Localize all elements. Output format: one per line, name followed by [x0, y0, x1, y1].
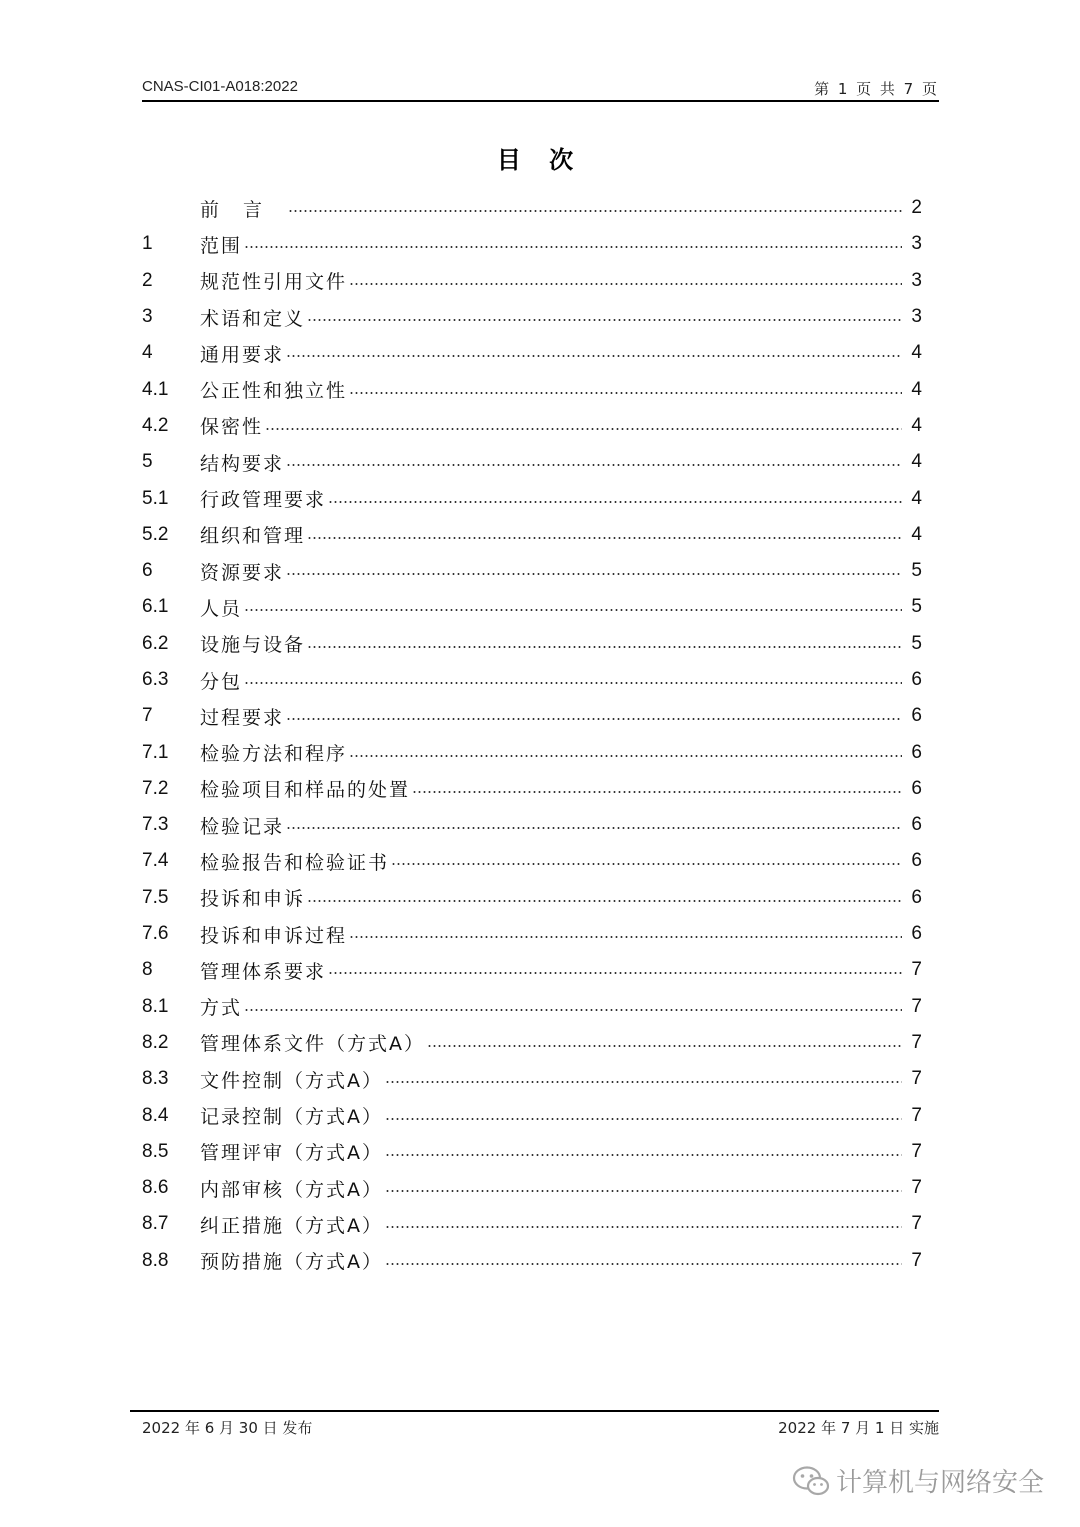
toc-entry-label: 检验项目和样品的处置 [200, 779, 411, 802]
toc-entry[interactable] [142, 190, 922, 226]
toc-entry-label: 文件控制（方式A） [200, 1069, 383, 1092]
toc-entry-number: 8.4 [142, 1104, 169, 1126]
toc-entry-number: 6.3 [142, 669, 169, 690]
toc-leader-dots [427, 1045, 902, 1047]
page-info: 第 1 页 共 7 页 [814, 80, 939, 98]
toc-leader-dots [307, 537, 902, 539]
watermark [792, 1462, 1044, 1499]
toc-entry-page: 7 [911, 1140, 922, 1162]
toc-leader-dots [328, 972, 902, 974]
toc-leader-dots [286, 355, 902, 357]
toc-entry-number: 8.6 [142, 1177, 169, 1199]
toc-leader-dots [349, 936, 902, 938]
toc-entry-page: 2 [911, 197, 922, 219]
toc-entry-label: 检验记录 [200, 815, 285, 838]
toc-entry[interactable] [142, 698, 922, 734]
toc-entry-page: 6 [911, 850, 922, 872]
toc-leader-dots [244, 682, 902, 684]
toc-entry[interactable] [142, 517, 922, 553]
toc-entry-page: 6 [911, 669, 922, 690]
toc-entry-label: 投诉和申诉 [200, 888, 306, 911]
toc-entry-number: 3 [142, 306, 153, 328]
toc-entry-label: 检验方法和程序 [200, 743, 348, 766]
toc-leader-dots [385, 1190, 902, 1192]
toc-entry-label: 设施与设备 [200, 634, 306, 657]
document-code: CNAS-CI01-A018:2022 [142, 78, 298, 95]
toc-entry-number: 7.4 [142, 850, 169, 872]
toc-entry-number: 7.3 [142, 814, 169, 836]
toc-entry-number: 8.2 [142, 1031, 169, 1053]
toc-entry-number: 8.5 [142, 1140, 169, 1162]
toc-leader-dots [385, 1263, 902, 1265]
toc-entry[interactable] [142, 916, 922, 952]
toc-entry-page: 3 [911, 233, 922, 255]
toc-entry[interactable] [142, 263, 922, 299]
toc-entry-page: 4 [911, 487, 922, 509]
toc-entry[interactable] [142, 480, 922, 516]
toc-entry-label: 方式 [200, 997, 243, 1020]
toc-entry-number: 7.6 [142, 923, 169, 945]
toc-entry-number: 8.7 [142, 1213, 169, 1235]
toc-entry-page: 6 [911, 814, 922, 836]
table-of-contents [142, 190, 922, 1279]
toc-entry-label: 组织和管理 [200, 525, 306, 548]
toc-leader-dots [286, 573, 902, 575]
toc-leader-dots [307, 319, 902, 321]
toc-entry-label: 行政管理要求 [200, 489, 327, 512]
toc-leader-dots [391, 863, 902, 865]
toc-entry[interactable] [142, 952, 922, 988]
toc-leader-dots [286, 827, 902, 829]
toc-leader-dots [244, 1009, 902, 1011]
toc-entry-label: 前言 [200, 198, 287, 221]
toc-leader-dots [385, 1118, 902, 1120]
toc-entry-page: 7 [911, 1249, 922, 1271]
toc-entry-label: 过程要求 [200, 706, 285, 729]
toc-entry[interactable] [142, 880, 922, 916]
toc-entry-page: 7 [911, 1213, 922, 1235]
toc-entry-page: 6 [911, 705, 922, 727]
toc-entry-page: 5 [911, 632, 922, 654]
toc-entry-label: 预防措施（方式A） [200, 1251, 383, 1274]
toc-leader-dots [328, 501, 902, 503]
toc-entry-label: 范围 [200, 234, 243, 257]
footer-divider [130, 1410, 939, 1412]
toc-entry-label: 内部审核（方式A） [200, 1178, 383, 1201]
toc-entry[interactable] [142, 335, 922, 371]
toc-entry-number: 1 [142, 233, 153, 255]
toc-entry-number: 4 [142, 342, 153, 364]
toc-leader-dots [286, 464, 902, 466]
toc-entry[interactable] [142, 1170, 922, 1206]
toc-leader-dots [349, 392, 902, 394]
toc-leader-dots [286, 718, 902, 720]
watermark-text: 计算机与网络安全 [835, 1468, 1044, 1498]
toc-entry[interactable] [142, 843, 922, 879]
toc-entry[interactable] [142, 734, 922, 770]
toc-entry-label: 检验报告和检验证书 [200, 851, 390, 874]
toc-entry-label: 记录控制（方式A） [200, 1106, 383, 1129]
toc-entry[interactable] [142, 371, 922, 407]
header-divider [142, 100, 939, 102]
toc-entry-label: 人员 [200, 597, 243, 620]
toc-entry-number: 2 [142, 269, 153, 291]
toc-entry-page: 4 [911, 342, 922, 364]
toc-leader-dots [307, 900, 902, 902]
toc-entry-page: 7 [911, 1104, 922, 1126]
implement-date: 2022 年 7 月 1 日 实施 [778, 1419, 939, 1437]
toc-leader-dots [349, 283, 902, 285]
toc-leader-dots [385, 1154, 902, 1156]
toc-entry-page: 6 [911, 741, 922, 763]
toc-entry-page: 5 [911, 560, 922, 582]
toc-leader-dots [385, 1081, 902, 1083]
toc-entry-label: 术语和定义 [200, 307, 306, 330]
toc-entry-label: 通用要求 [200, 343, 285, 366]
toc-entry-page: 7 [911, 1031, 922, 1053]
toc-entry-label: 保密性 [200, 416, 264, 439]
toc-entry-number: 5.1 [142, 487, 169, 509]
toc-entry[interactable] [142, 1134, 922, 1170]
toc-entry[interactable] [142, 1097, 922, 1133]
toc-title: 目 次 [496, 146, 584, 174]
toc-entry-number: 8.3 [142, 1068, 169, 1090]
toc-entry-number: 8.1 [142, 995, 169, 1017]
toc-entry[interactable] [142, 1206, 922, 1242]
toc-entry[interactable] [142, 771, 922, 807]
toc-entry-number: 6 [142, 560, 153, 582]
toc-entry-label: 投诉和申诉过程 [200, 924, 348, 947]
toc-entry[interactable] [142, 989, 922, 1025]
toc-entry-label: 结构要求 [200, 452, 285, 475]
toc-entry-label: 纠正措施（方式A） [200, 1214, 383, 1237]
toc-entry-number: 4.2 [142, 414, 169, 436]
toc-entry[interactable] [142, 299, 922, 335]
toc-entry-page: 3 [911, 269, 922, 291]
toc-entry-number: 4.1 [142, 378, 169, 400]
toc-entry-label: 规范性引用文件 [200, 271, 348, 294]
toc-entry[interactable] [142, 1243, 922, 1279]
toc-leader-dots [244, 246, 902, 248]
toc-entry-label: 资源要求 [200, 561, 285, 584]
toc-entry-page: 7 [911, 1177, 922, 1199]
toc-entry-page: 7 [911, 959, 922, 981]
toc-entry[interactable] [142, 226, 922, 262]
toc-leader-dots [349, 755, 902, 757]
toc-entry-number: 8 [142, 959, 153, 981]
toc-entry-page: 7 [911, 995, 922, 1017]
toc-entry-page: 4 [911, 451, 922, 473]
toc-entry[interactable] [142, 662, 922, 698]
toc-leader-dots [265, 428, 902, 430]
toc-entry-page: 4 [911, 378, 922, 400]
toc-entry-number: 5.2 [142, 523, 169, 545]
toc-entry-number: 7.5 [142, 886, 169, 908]
toc-entry-label: 公正性和独立性 [200, 380, 348, 403]
toc-entry-page: 7 [911, 1068, 922, 1090]
toc-entry-page: 6 [911, 777, 922, 799]
toc-leader-dots [244, 609, 902, 611]
toc-entry-number: 6.1 [142, 596, 169, 618]
page-header [142, 76, 939, 100]
toc-entry[interactable] [142, 1061, 922, 1097]
toc-leader-dots [307, 646, 902, 648]
toc-entry[interactable] [142, 807, 922, 843]
toc-entry-label: 管理体系文件（方式A） [200, 1033, 425, 1056]
toc-entry[interactable] [142, 444, 922, 480]
toc-entry-page: 4 [911, 414, 922, 436]
toc-entry-number: 8.8 [142, 1249, 169, 1271]
toc-entry[interactable] [142, 1025, 922, 1061]
toc-entry-page: 3 [911, 306, 922, 328]
toc-entry[interactable] [142, 626, 922, 662]
wechat-icon [792, 1465, 830, 1497]
toc-entry-label: 管理评审（方式A） [200, 1142, 383, 1165]
publish-date: 2022 年 6 月 30 日 发布 [142, 1419, 313, 1437]
toc-leader-dots [288, 210, 902, 212]
toc-entry-page: 4 [911, 523, 922, 545]
toc-entry-number: 7 [142, 705, 153, 727]
toc-entry[interactable] [142, 589, 922, 625]
toc-entry[interactable] [142, 553, 922, 589]
toc-entry-number: 6.2 [142, 632, 169, 654]
toc-leader-dots [385, 1226, 902, 1228]
toc-entry-page: 6 [911, 886, 922, 908]
toc-entry-number: 5 [142, 451, 153, 473]
toc-entry-number: 7.1 [142, 741, 169, 763]
toc-entry-number: 7.2 [142, 777, 169, 799]
toc-entry-label: 分包 [200, 670, 243, 693]
toc-entry[interactable] [142, 408, 922, 444]
toc-entry-page: 5 [911, 596, 922, 618]
toc-leader-dots [412, 791, 902, 793]
toc-entry-label: 管理体系要求 [200, 960, 327, 983]
toc-entry-page: 6 [911, 923, 922, 945]
